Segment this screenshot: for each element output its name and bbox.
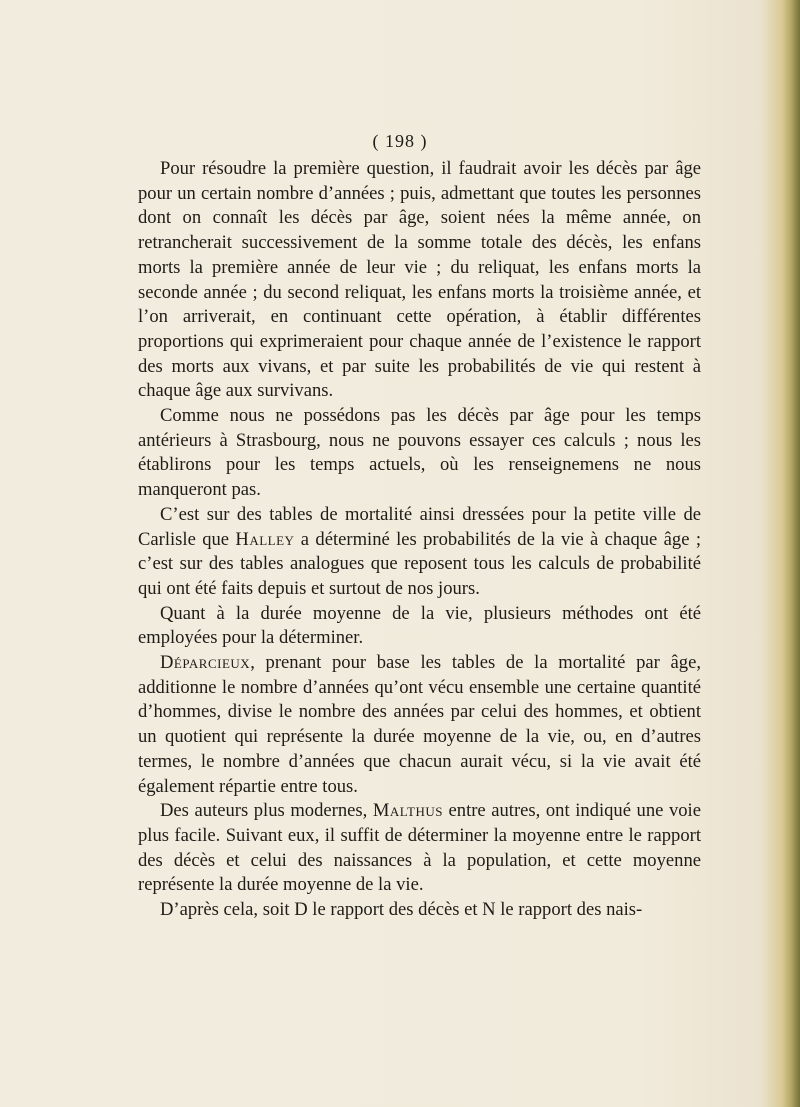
- page-number: ( 198 ): [372, 131, 428, 151]
- text-run: C’est sur des tables de mortalité ainsi dressées pour la petite ville de Carlisle que: [138, 503, 701, 550]
- text-run: Comme nous ne possédons pas les décès par âge pour les temps antérieurs à Strasbourg, nous ne pouvons essayer ces calculs ; nous les établirons pour les temps actuels, où les renseignemens ne nous manqueront pas.: [138, 405, 701, 501]
- paragraph: [138, 404, 701, 503]
- text-run: entre autres, ont indiqué une voie plus facile. Suivant eux, il suffit de déterminer la moyenne entre le rapport des décès et celui des naissances à la population, et cette moyenne représente la durée moyenne de la vie.: [138, 800, 701, 896]
- text-run: D’après cela, soit D le rapport des décès et N le rapport des nais-: [160, 899, 643, 921]
- paragraph: [138, 602, 701, 651]
- paragraph: [138, 799, 701, 898]
- text-run: a déterminé les probabilités de la vie à chaque âge ; c’est sur des tables analogues que reposent tous les calculs de probabilité qui ont été faits depuis et surtout de nos jours.: [138, 528, 701, 599]
- author-name-smallcaps: Halley: [235, 528, 295, 550]
- text-run: Pour résoudre la première question, il faudrait avoir les décès par âge pour un certain nombre d’années ; puis, admettant que toutes les personnes dont on connaît les décès par âge, soient nées la même année, on retrancherait successivement de la somme totale des décès, les enfans morts la première année de leur vie ; du reliquat, les enfans morts la seconde année ; du second reliquat, les enfans morts la troisième année, et l’on arriverait, en continuant cette opération, à établir différentes proportions qui exprimeraient pour chaque année de l’existence le rapport des morts aux vivans, et par suite les probabilités de vie qui restent à chaque âge aux survivans.: [138, 158, 701, 402]
- author-name-smallcaps: Malthus: [372, 800, 443, 822]
- page-edge-shadow: [782, 0, 800, 1107]
- paragraph: [138, 503, 701, 602]
- paragraph: [138, 651, 701, 799]
- body-text: [138, 157, 701, 923]
- paragraph: [138, 898, 701, 923]
- author-name-smallcaps: Déparcieux: [160, 652, 251, 674]
- paragraph: [138, 157, 701, 404]
- text-run: Des auteurs plus modernes,: [160, 800, 373, 822]
- text-run: Quant à la durée moyenne de la vie, plusieurs méthodes ont été employées pour la déterminer.: [138, 602, 701, 649]
- text-run: , prenant pour base les tables de la mortalité par âge, additionne le nombre d’années qu’ont vécu ensemble une certaine quantité d’hommes, divise le nombre des années par celui des hommes, et obtient un quotient qui représente la durée moyenne de la vie, ou, en d’autres termes, le nombre d’années que chacun aurait vécu, si la vie avait été également répartie entre tous.: [138, 652, 701, 797]
